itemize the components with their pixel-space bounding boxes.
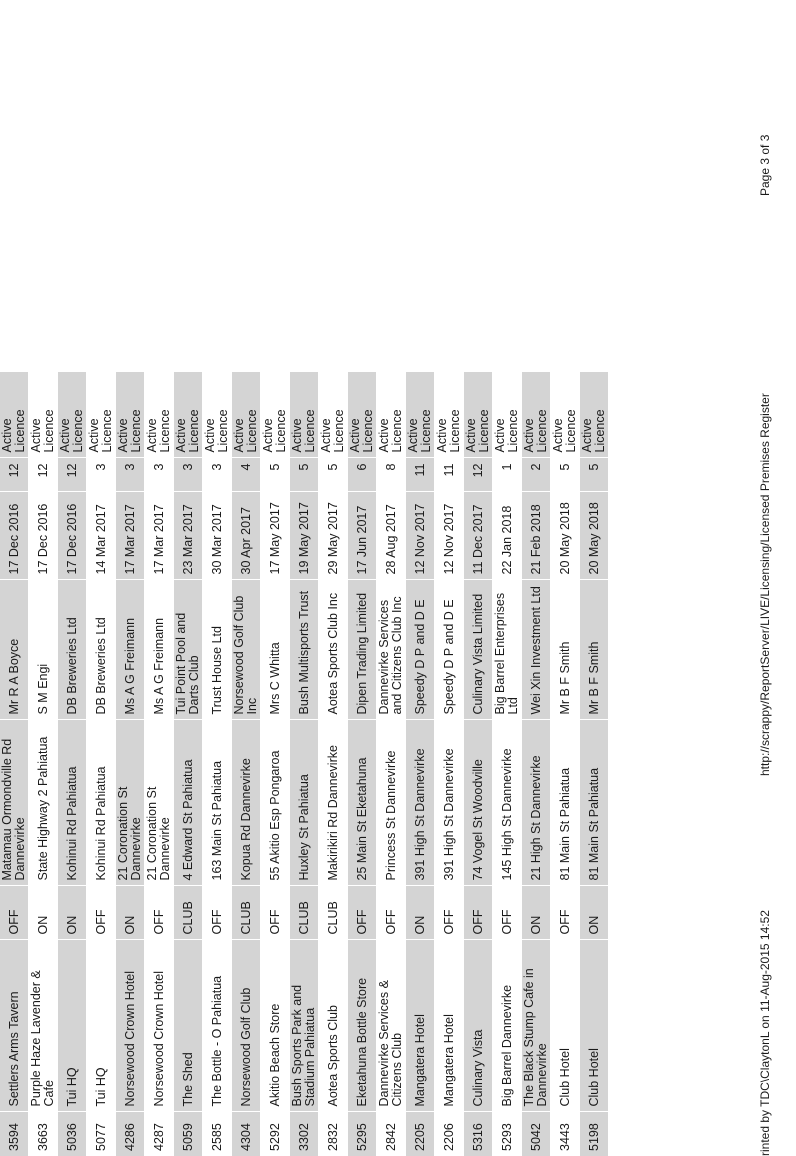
- licensee-cell: Dipen Trading Limited: [348, 580, 377, 720]
- licensee-cell: Ms A G Freimann: [145, 580, 174, 720]
- licence-type-cell: ON: [58, 886, 87, 940]
- expiry-date-cell: 11 Dec 2017: [464, 492, 493, 580]
- premises-name-cell: The Bottle - O Pahiatua: [203, 940, 232, 1112]
- expiry-date-cell: 17 Jun 2017: [348, 492, 377, 580]
- licence-status-cell: Active Licence: [377, 372, 406, 458]
- month-cell: 5: [551, 458, 580, 492]
- licence-status-cell: Active Licence: [406, 372, 435, 458]
- month-cell: 5: [319, 458, 348, 492]
- licensee-cell: Big Barrel Enterprises Ltd: [493, 580, 522, 720]
- premises-name-cell: Club Hotel: [580, 940, 609, 1112]
- premises-address-cell: 391 High St Dannevirke: [435, 720, 464, 886]
- month-cell: 3: [203, 458, 232, 492]
- premises-id-cell: 2842: [377, 1112, 406, 1156]
- premises-id-cell: 5059: [174, 1112, 203, 1156]
- premises-name-cell: Club Hotel: [551, 940, 580, 1112]
- month-cell: 11: [406, 458, 435, 492]
- licence-type-cell: OFF: [493, 886, 522, 940]
- licence-status-cell: Active Licence: [0, 372, 29, 458]
- table-row: [377, 372, 406, 1156]
- premises-address-cell: 55 Akitio Esp Pongaroa: [261, 720, 290, 886]
- premises-name-cell: Akitio Beach Store: [261, 940, 290, 1112]
- premises-id-cell: 5293: [493, 1112, 522, 1156]
- month-cell: 3: [87, 458, 116, 492]
- month-cell: 5: [580, 458, 609, 492]
- footer-report-url: http://scrappy/ReportServer/LIVE/Licensing/Licensed Premises Register: [758, 393, 772, 776]
- premises-address-cell: Makirikiri Rd Dannevirke: [319, 720, 348, 886]
- premises-address-cell: 81 Main St Pahiatua: [551, 720, 580, 886]
- premises-address-cell: 21 Coronation St Dannevirke: [145, 720, 174, 886]
- licence-status-cell: Active Licence: [290, 372, 319, 458]
- licensee-cell: S M Engi: [29, 580, 58, 720]
- licensee-cell: Wei Xin Investment Ltd: [522, 580, 551, 720]
- premises-address-cell: 21 High St Dannevirke: [522, 720, 551, 886]
- month-cell: 12: [464, 458, 493, 492]
- licence-status-cell: Active Licence: [29, 372, 58, 458]
- expiry-date-cell: 17 Mar 2017: [116, 492, 145, 580]
- licence-type-cell: ON: [580, 886, 609, 940]
- licence-status-cell: Active Licence: [493, 372, 522, 458]
- premises-name-cell: Norsewood Crown Hotel: [145, 940, 174, 1112]
- table-row: [261, 372, 290, 1156]
- expiry-date-cell: 17 Dec 2016: [29, 492, 58, 580]
- premises-name-cell: Eketahuna Bottle Store: [348, 940, 377, 1112]
- expiry-date-cell: 29 May 2017: [319, 492, 348, 580]
- premises-id-cell: 5042: [522, 1112, 551, 1156]
- premises-name-cell: Mangatera Hotel: [435, 940, 464, 1112]
- month-cell: 3: [174, 458, 203, 492]
- licensee-cell: Mr R A Boyce: [0, 580, 29, 720]
- licensee-cell: Bush Multisports Trust: [290, 580, 319, 720]
- premises-id-cell: 5198: [580, 1112, 609, 1156]
- licence-status-cell: Active Licence: [261, 372, 290, 458]
- licence-type-cell: OFF: [377, 886, 406, 940]
- expiry-date-cell: 17 Mar 2017: [145, 492, 174, 580]
- licence-type-cell: ON: [522, 886, 551, 940]
- licence-status-cell: Active Licence: [58, 372, 87, 458]
- month-cell: 1: [493, 458, 522, 492]
- expiry-date-cell: 17 Dec 2016: [0, 492, 29, 580]
- table-row: [116, 372, 145, 1156]
- table-row: [87, 372, 116, 1156]
- premises-name-cell: Bush Sports Park and Stadium Pahiatua: [290, 940, 319, 1112]
- licence-type-cell: ON: [406, 886, 435, 940]
- premises-id-cell: 3443: [551, 1112, 580, 1156]
- month-cell: 4: [232, 458, 261, 492]
- licensed-premises-table: [0, 372, 609, 1156]
- premises-name-cell: Big Barrel Dannevirke: [493, 940, 522, 1112]
- premises-address-cell: 145 High St Dannevirke: [493, 720, 522, 886]
- expiry-date-cell: 20 May 2018: [580, 492, 609, 580]
- premises-name-cell: Aotea Sports Club: [319, 940, 348, 1112]
- table-row: [0, 372, 29, 1156]
- licence-type-cell: CLUB: [290, 886, 319, 940]
- licence-status-cell: Active Licence: [435, 372, 464, 458]
- premises-id-cell: 2206: [435, 1112, 464, 1156]
- premises-id-cell: 3594: [0, 1112, 29, 1156]
- expiry-date-cell: 20 May 2018: [551, 492, 580, 580]
- table-row: [464, 372, 493, 1156]
- premises-id-cell: 4287: [145, 1112, 174, 1156]
- licensee-cell: Mr B F Smith: [551, 580, 580, 720]
- premises-id-cell: 5077: [87, 1112, 116, 1156]
- table-row: [290, 372, 319, 1156]
- month-cell: 8: [377, 458, 406, 492]
- month-cell: 3: [116, 458, 145, 492]
- premises-name-cell: Tui HQ: [87, 940, 116, 1112]
- licensee-cell: Speedy D P and D E: [406, 580, 435, 720]
- premises-name-cell: The Black Stump Cafe in Dannevirke: [522, 940, 551, 1112]
- licence-status-cell: Active Licence: [116, 372, 145, 458]
- premises-address-cell: Kohinui Rd Pahiatua: [58, 720, 87, 886]
- premises-address-cell: 21 Coronation St Dannevirke: [116, 720, 145, 886]
- table-row: [319, 372, 348, 1156]
- premises-id-cell: 2585: [203, 1112, 232, 1156]
- licence-type-cell: CLUB: [232, 886, 261, 940]
- expiry-date-cell: 12 Nov 2017: [406, 492, 435, 580]
- licensee-cell: Mr B F Smith: [580, 580, 609, 720]
- licence-status-cell: Active Licence: [551, 372, 580, 458]
- premises-address-cell: Kohinui Rd Pahiatua: [87, 720, 116, 886]
- expiry-date-cell: 30 Mar 2017: [203, 492, 232, 580]
- expiry-date-cell: 30 Apr 2017: [232, 492, 261, 580]
- licence-status-cell: Active Licence: [464, 372, 493, 458]
- premises-address-cell: 4 Edward St Pahiatua: [174, 720, 203, 886]
- table-row: [522, 372, 551, 1156]
- licence-type-cell: OFF: [435, 886, 464, 940]
- expiry-date-cell: 22 Jan 2018: [493, 492, 522, 580]
- table-row: [406, 372, 435, 1156]
- footer-printed-by: rinted by TDC\ClaytonL on 11-Aug-2015 14:52: [758, 910, 772, 1156]
- premises-name-cell: Tui HQ: [58, 940, 87, 1112]
- table-row: [29, 372, 58, 1156]
- table-row: [348, 372, 377, 1156]
- table-row: [493, 372, 522, 1156]
- premises-id-cell: 2832: [319, 1112, 348, 1156]
- licence-status-cell: Active Licence: [203, 372, 232, 458]
- licensee-cell: Dannevirke Services and Citizens Club Inc: [377, 580, 406, 720]
- licence-type-cell: ON: [116, 886, 145, 940]
- premises-address-cell: State Highway 2 Pahiatua: [29, 720, 58, 886]
- premises-address-cell: 74 Vogel St Woodville: [464, 720, 493, 886]
- premises-address-cell: Princess St Dannevirke: [377, 720, 406, 886]
- premises-id-cell: 5316: [464, 1112, 493, 1156]
- month-cell: 12: [0, 458, 29, 492]
- licensee-cell: Ms A G Freimann: [116, 580, 145, 720]
- licence-status-cell: Active Licence: [319, 372, 348, 458]
- premises-id-cell: 3302: [290, 1112, 319, 1156]
- month-cell: 12: [29, 458, 58, 492]
- premises-id-cell: 4286: [116, 1112, 145, 1156]
- licence-status-cell: Active Licence: [522, 372, 551, 458]
- licensee-cell: DB Breweries Ltd: [58, 580, 87, 720]
- month-cell: 2: [522, 458, 551, 492]
- licence-type-cell: OFF: [0, 886, 29, 940]
- expiry-date-cell: 17 Dec 2016: [58, 492, 87, 580]
- licensee-cell: Norsewood Golf Club Inc: [232, 580, 261, 720]
- month-cell: 12: [58, 458, 87, 492]
- premises-name-cell: Dannevirke Services & Citizens Club: [377, 940, 406, 1112]
- table-row: [435, 372, 464, 1156]
- premises-address-cell: Kopua Rd Dannevirke: [232, 720, 261, 886]
- month-cell: 3: [145, 458, 174, 492]
- month-cell: 5: [290, 458, 319, 492]
- premises-address-cell: 25 Main St Eketahuna: [348, 720, 377, 886]
- licensee-cell: Aotea Sports Club Inc: [319, 580, 348, 720]
- table-body: [0, 372, 609, 1156]
- premises-id-cell: 4304: [232, 1112, 261, 1156]
- premises-id-cell: 5295: [348, 1112, 377, 1156]
- licence-status-cell: Active Licence: [87, 372, 116, 458]
- licence-type-cell: OFF: [87, 886, 116, 940]
- premises-id-cell: 2205: [406, 1112, 435, 1156]
- premises-address-cell: 163 Main St Pahiatua: [203, 720, 232, 886]
- table-row: [232, 372, 261, 1156]
- expiry-date-cell: 17 May 2017: [261, 492, 290, 580]
- licence-type-cell: ON: [29, 886, 58, 940]
- table-row: [203, 372, 232, 1156]
- licence-type-cell: OFF: [551, 886, 580, 940]
- licence-type-cell: CLUB: [174, 886, 203, 940]
- premises-name-cell: Purple Haze Lavender & Cafe: [29, 940, 58, 1112]
- expiry-date-cell: 28 Aug 2017: [377, 492, 406, 580]
- premises-name-cell: Settlers Arms Tavern: [0, 940, 29, 1112]
- premises-address-cell: Huxley St Pahiatua: [290, 720, 319, 886]
- licence-status-cell: Active Licence: [348, 372, 377, 458]
- table-row: [58, 372, 87, 1156]
- month-cell: 11: [435, 458, 464, 492]
- licence-status-cell: Active Licence: [232, 372, 261, 458]
- table-row: [145, 372, 174, 1156]
- premises-name-cell: Culinary Vista: [464, 940, 493, 1112]
- licence-status-cell: Active Licence: [174, 372, 203, 458]
- licensee-cell: Mrs C Whitta: [261, 580, 290, 720]
- table-row: [580, 372, 609, 1156]
- licence-type-cell: CLUB: [319, 886, 348, 940]
- table-row: [551, 372, 580, 1156]
- premises-address-cell: Matamau Ormondville Rd Dannevirke: [0, 720, 29, 886]
- expiry-date-cell: 23 Mar 2017: [174, 492, 203, 580]
- licensee-cell: DB Breweries Ltd: [87, 580, 116, 720]
- licensee-cell: Trust House Ltd: [203, 580, 232, 720]
- premises-name-cell: The Shed: [174, 940, 203, 1112]
- premises-name-cell: Mangatera Hotel: [406, 940, 435, 1112]
- expiry-date-cell: 12 Nov 2017: [435, 492, 464, 580]
- month-cell: 6: [348, 458, 377, 492]
- premises-id-cell: 3663: [29, 1112, 58, 1156]
- footer-page-number: Page 3 of 3: [758, 134, 772, 196]
- licensee-cell: Culinary Vista Limited: [464, 580, 493, 720]
- licence-type-cell: OFF: [261, 886, 290, 940]
- licence-type-cell: OFF: [464, 886, 493, 940]
- premises-address-cell: 81 Main St Pahiatua: [580, 720, 609, 886]
- expiry-date-cell: 19 May 2017: [290, 492, 319, 580]
- table-row: [174, 372, 203, 1156]
- premises-name-cell: Norsewood Crown Hotel: [116, 940, 145, 1112]
- premises-id-cell: 5292: [261, 1112, 290, 1156]
- licence-type-cell: OFF: [145, 886, 174, 940]
- licensee-cell: Speedy D P and D E: [435, 580, 464, 720]
- licence-type-cell: OFF: [348, 886, 377, 940]
- premises-id-cell: 5036: [58, 1112, 87, 1156]
- licensee-cell: Tui Point Pool and Darts Club: [174, 580, 203, 720]
- premises-name-cell: Norsewood Golf Club: [232, 940, 261, 1112]
- expiry-date-cell: 21 Feb 2018: [522, 492, 551, 580]
- month-cell: 5: [261, 458, 290, 492]
- expiry-date-cell: 14 Mar 2017: [87, 492, 116, 580]
- licence-status-cell: Active Licence: [580, 372, 609, 458]
- licence-type-cell: OFF: [203, 886, 232, 940]
- licence-status-cell: Active Licence: [145, 372, 174, 458]
- premises-address-cell: 391 High St Dannevirke: [406, 720, 435, 886]
